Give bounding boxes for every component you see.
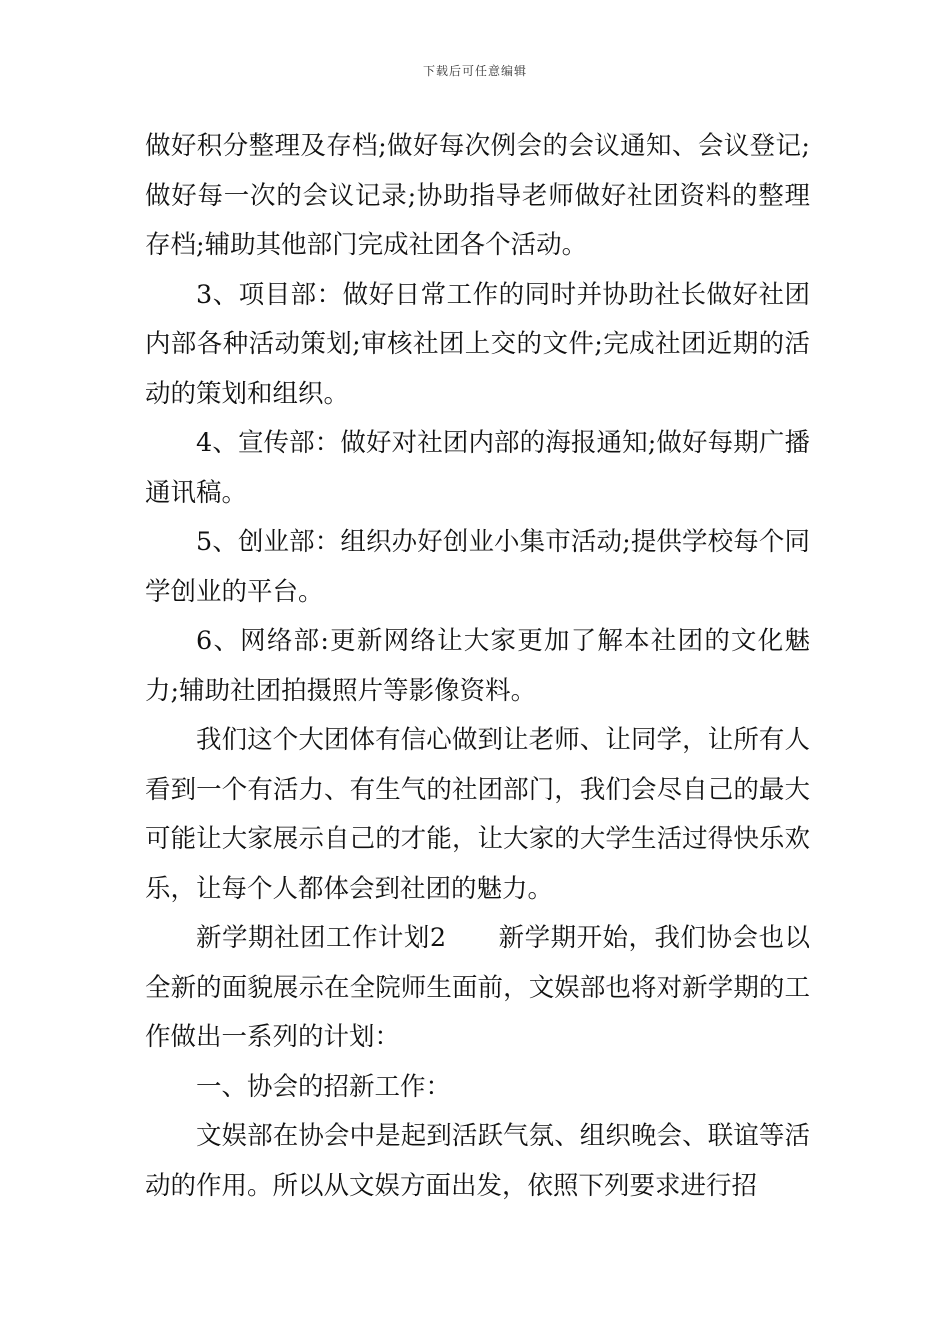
paragraph-3: 4、宣传部：做好对社团内部的海报通知;做好每期广播通讯稿。 <box>145 428 810 508</box>
paragraph-6: 我们这个大团体有信心做到让老师、让同学，让所有人看到一个有活力、有生气的社团部门，我们会尽自己的最大可能让大家展示自己的才能，让大家的大学生活过得快乐欢乐，让每个人都体会到社团的魅力。 <box>145 725 810 904</box>
paragraph-8: 一、协会的招新工作： <box>196 1071 452 1102</box>
paragraph-1: 做好积分整理及存档;做好每次例会的会议通知、会议登记;做好每一次的会议记录;协助指导老师做好社团资料的整理存档;辅助其他部门完成社团各个活动。 <box>145 131 810 260</box>
page-header-note: 下载后可任意编辑 <box>422 64 527 78</box>
paragraph-7: 新学期社团工作计划2 新学期开始，我们协会也以全新的面貌展示在全院师生面前，文娱部也将对新学期的工作做出一系列的计划： <box>145 923 810 1052</box>
paragraph-4: 5、创业部：组织办好创业小集市活动;提供学校每个同学创业的平台。 <box>145 527 810 607</box>
paragraph-5: 6、网络部:更新网络让大家更加了解本社团的文化魅力;辅助社团拍摄照片等影像资料。 <box>145 626 810 706</box>
document-body <box>145 122 810 1211</box>
paragraph-9: 文娱部在协会中是起到活跃气氛、组织晚会、联谊等活动的作用。所以从文娱方面出发，依照下列要求进行招 <box>145 1121 810 1201</box>
paragraph-2: 3、项目部：做好日常工作的同时并协助社长做好社团内部各种活动策划;审核社团上交的文件;完成社团近期的活动的策划和组织。 <box>145 279 810 409</box>
